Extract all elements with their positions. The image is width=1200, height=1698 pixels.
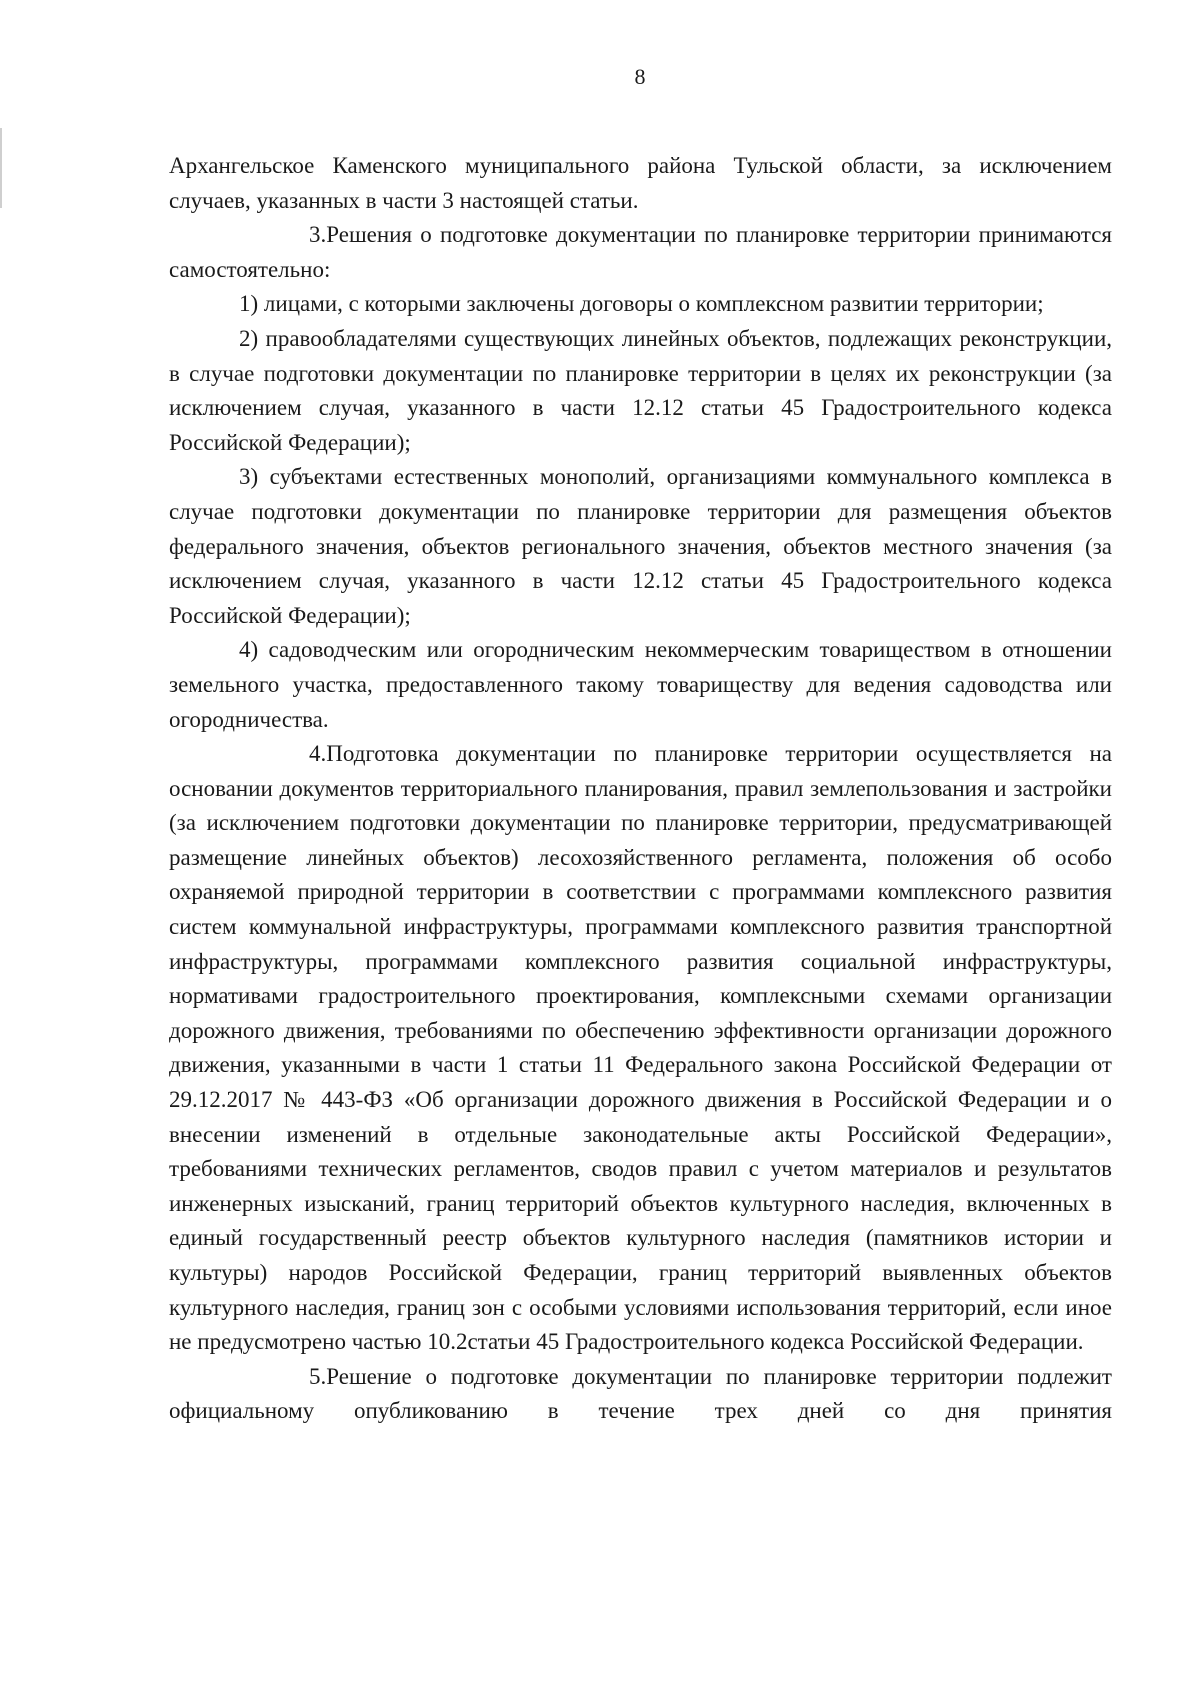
paragraph-number: 5. — [309, 1363, 327, 1389]
paragraph-number: 3. — [309, 222, 327, 248]
scan-edge-mark — [0, 128, 2, 208]
paragraph-text: 2) правообладателями существующих линейных объектов, подлежащих реконструкции, в случае подготовки документации по планировке территории в целях их реконструкции (за исключением случая, указанного в части 12.12 статьи 45 Градостроительного кодекса Российской Федерации); — [169, 325, 1112, 455]
subitem-3-3 — [169, 460, 1112, 633]
paragraph-text: Решения о подготовке документации по планировке территории принимаются самостоятельно: — [169, 222, 1112, 282]
paragraph-item-3 — [169, 218, 1112, 287]
subitem-3-2 — [169, 322, 1112, 460]
paragraph-text: Решение о подготовке документации по планировке территории подлежит официальному опубликованию в течение трех дней со дня принятия — [169, 1363, 1112, 1424]
paragraph-continuation — [169, 149, 1112, 218]
paragraph-text: Подготовка документации по планировке территории осуществляется на основании документов территориального планирования, правил землепользования и застройки (за исключением подготовки документации по планировке территории, предусматривающей размещение линейных объектов) лесохозяйственного регламента, положения об особо охраняемой природной территории в соответствии с программами комплексного развития систем коммунальной инфраструктуры, программами комплексного развития транспортной инфраструктуры, программами комплексного развития социальной инфраструктуры, нормативами градостроительного проектирования, комплексными схемами организации дорожного движения, требованиями по обеспечению эффективности организации дорожного движения, указанными в части 1 статьи 11 Федерального закона Российской Федерации от 29.12.2017 № 443-ФЗ «Об организации дорожного движения в Российской Федерации и о внесении изменений в отдельные законодательные акты Российской Федерации», требованиями технических регламентов, сводов правил с учетом материалов и результатов инженерных изысканий, границ территорий объектов культурного наследия, включенных в единый государственный реестр объектов культурного наследия (памятников истории и культуры) народов Российской Федерации, границ территорий выявленных объектов культурного наследия, границ зон с особыми условиями использования территорий, если иное не предусмотрено частью 10.2статьи 45 Градостроительного кодекса Российской Федерации. — [169, 741, 1112, 1355]
paragraph-item-4 — [169, 737, 1112, 1360]
paragraph-number: 4. — [309, 741, 327, 767]
paragraph-text: 4) садоводческим или огородническим некоммерческим товариществом в отношении земельного участка, предоставленного такому товариществу для ведения садоводства или огородничества. — [169, 637, 1112, 732]
subitem-3-1 — [169, 287, 1112, 322]
subitem-3-4 — [169, 633, 1112, 737]
paragraph-item-5 — [169, 1360, 1112, 1429]
document-body — [169, 149, 1112, 1429]
paragraph-text: Архангельское Каменского муниципального района Тульской области, за исключением случаев, указанных в части 3 настоящей статьи. — [169, 153, 1112, 213]
paragraph-text: 1) лицами, с которыми заключены договоры о комплексном развитии территории; — [239, 291, 1044, 317]
paragraph-text: 3) субъектами естественных монополий, организациями коммунального комплекса в случае подготовки документации по планировке территории для размещения объектов федерального значения, объектов регионального значения, объектов местного значения (за исключением случая, указанного в части 12.12 статьи 45 Градостроительного кодекса Российской Федерации); — [169, 464, 1112, 628]
page-number: 8 — [634, 64, 646, 89]
